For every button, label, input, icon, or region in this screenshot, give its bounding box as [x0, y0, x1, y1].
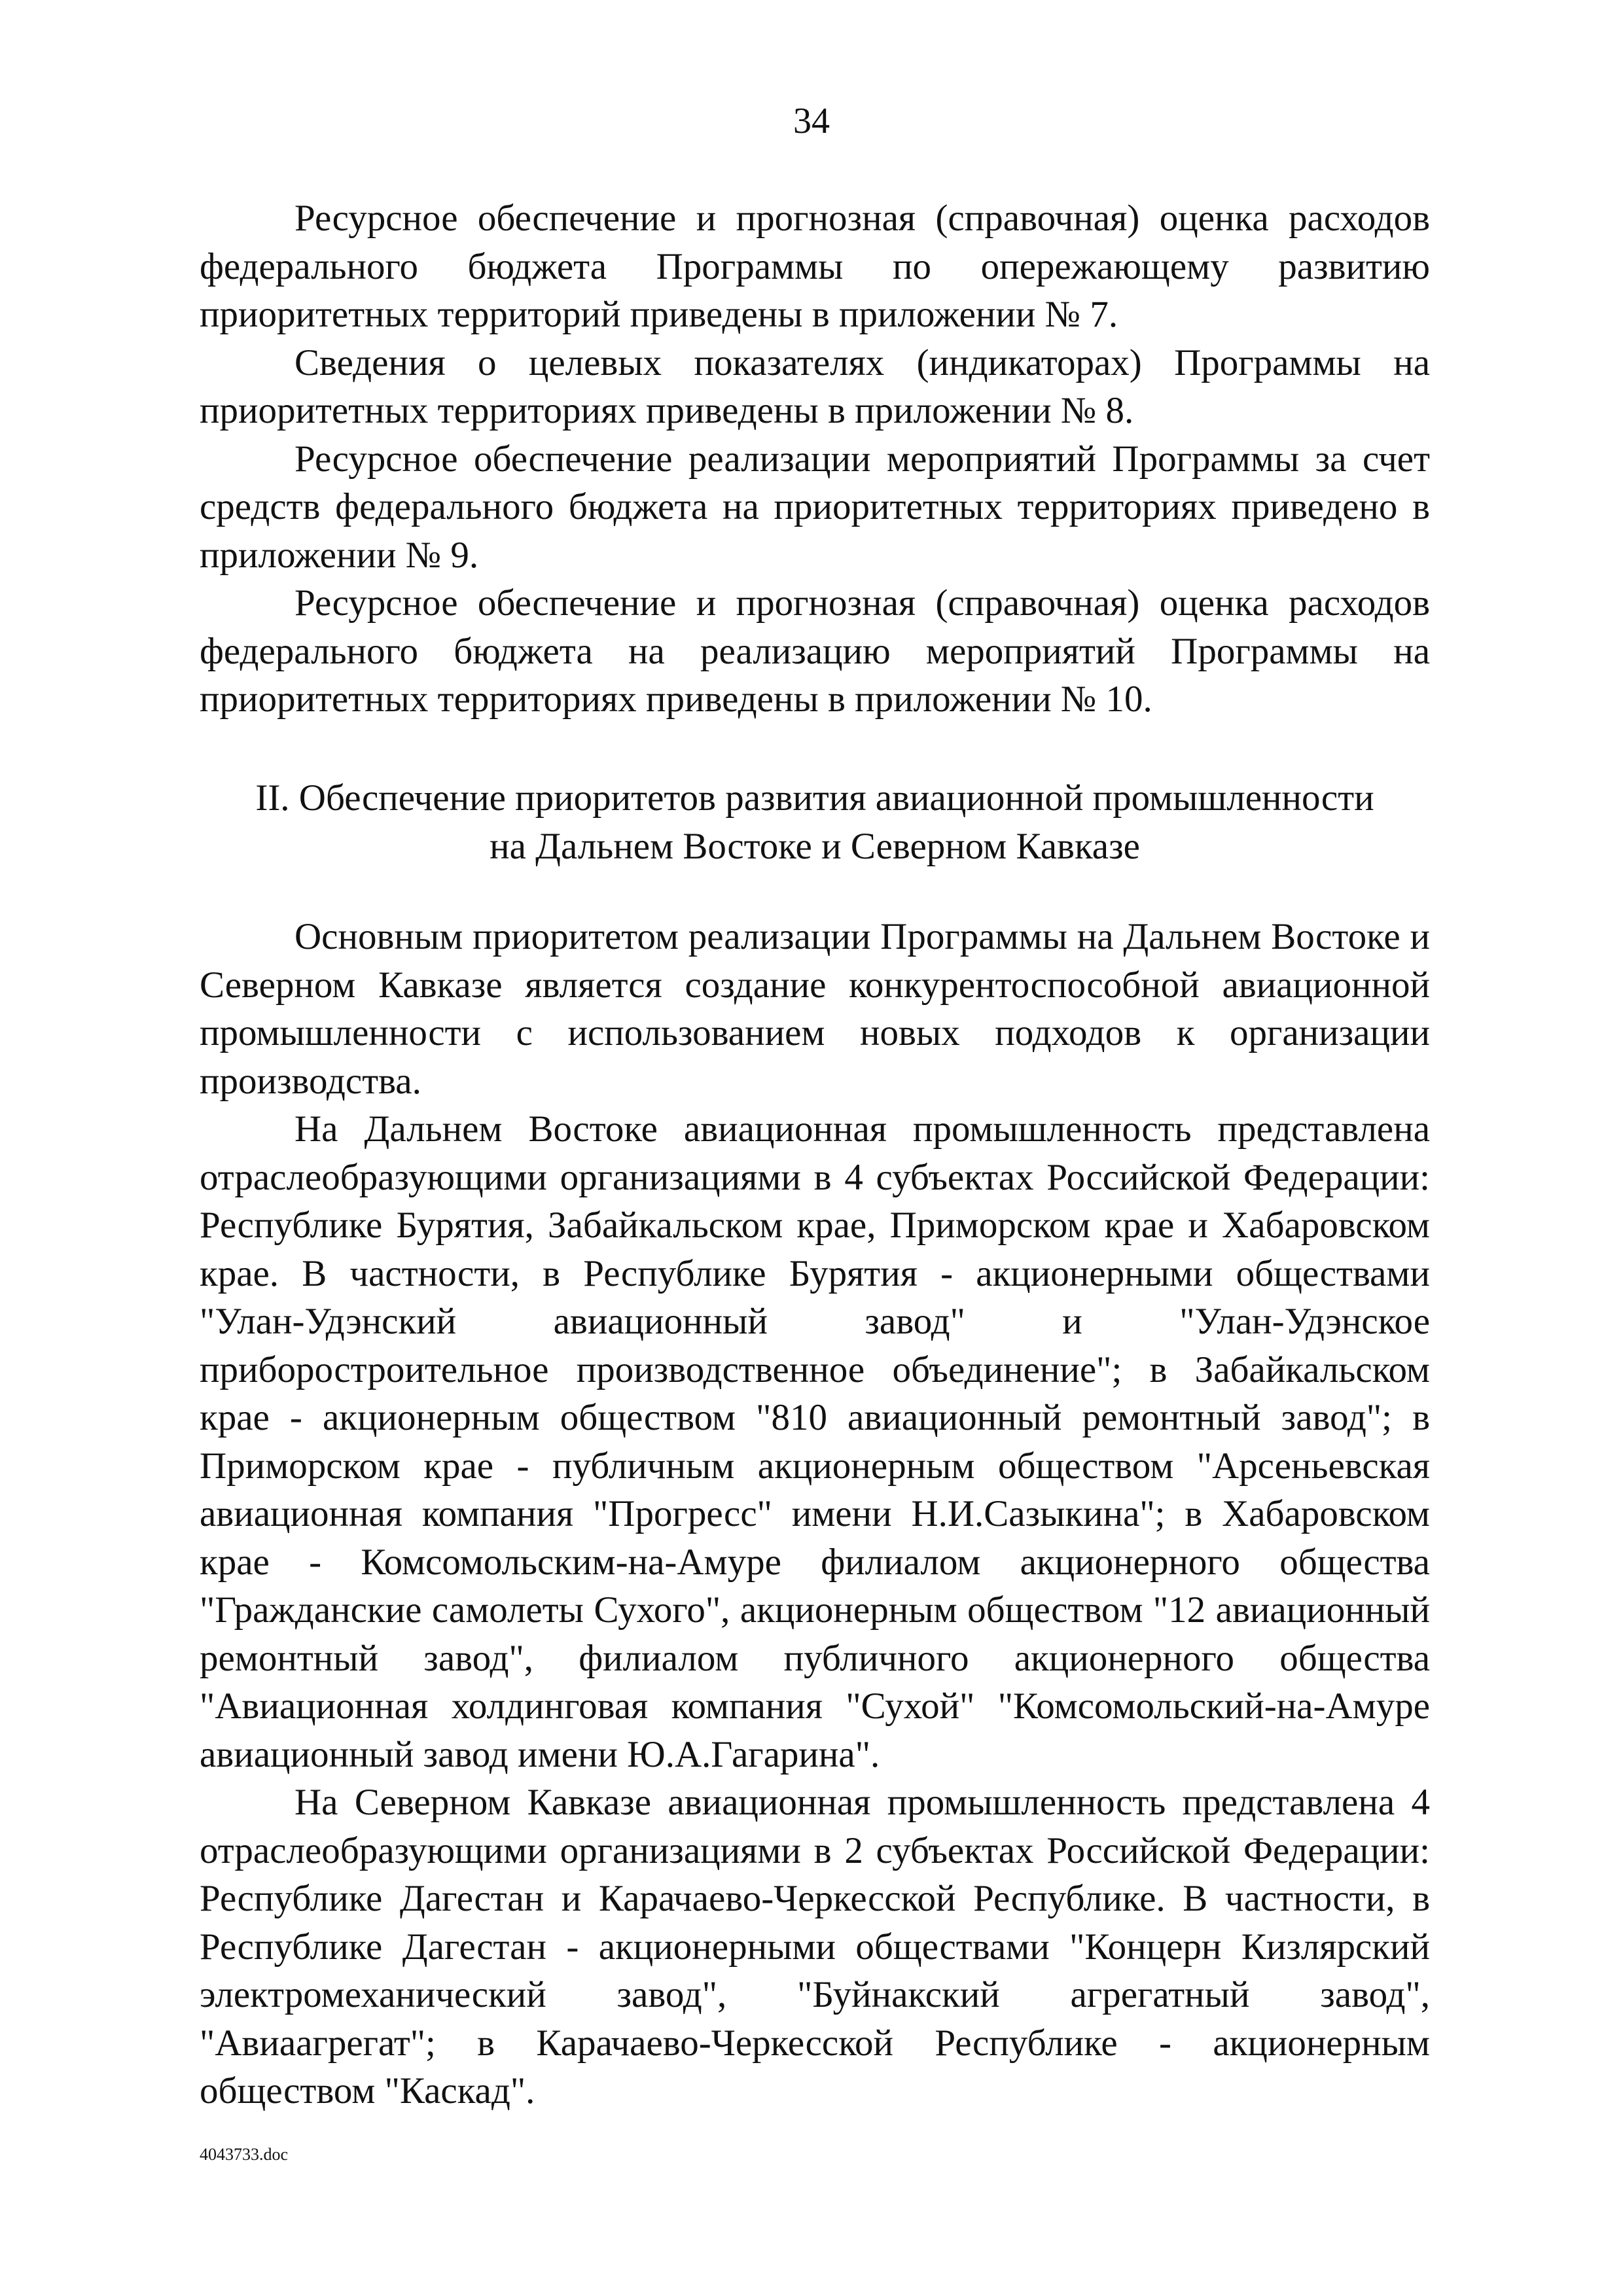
section-heading-line-1: II. Обеспечение приоритетов развития авиационной промышленности: [255, 777, 1374, 819]
intro-paragraphs: [200, 194, 1430, 724]
paragraph-north-caucasus: На Северном Кавказе авиационная промышленность представлена 4 отраслеобразующими организациями в 2 субъектах Российской Федерации: Республике Дагестан и Карачаево-Черкесской Республике. В частности, в Республике Дагестан - акционерными обществами "Концерн Кизлярский электромеханический завод", "Буйнакский агрегатный завод", "Авиаагрегат"; в Карачаево-Черкесской Республике - акционерным обществом "Каскад".: [200, 1782, 1430, 2111]
section-heading-line-2: на Дальнем Востоке и Северном Кавказе: [490, 825, 1140, 867]
section-paragraphs: [200, 913, 1430, 2115]
paragraph-appendix-7: Ресурсное обеспечение и прогнозная (справочная) оценка расходов федерального бюджета Программы по опережающему развитию приоритетных территорий приведены в приложении № 7.: [200, 198, 1430, 335]
paragraph-appendix-8: Сведения о целевых показателях (индикаторах) Программы на приоритетных территориях приведены в приложении № 8.: [200, 342, 1430, 431]
paragraph-appendix-9: Ресурсное обеспечение реализации мероприятий Программы за счет средств федерального бюджета на приоритетных территориях приведено в приложении № 9.: [200, 438, 1430, 576]
document-id: 4043733.doc: [200, 2145, 289, 2164]
section-heading: [200, 774, 1430, 870]
paragraph-appendix-10: Ресурсное обеспечение и прогнозная (справочная) оценка расходов федерального бюджета на реализацию мероприятий Программы на приоритетных территориях приведены в приложении № 10.: [200, 582, 1430, 720]
paragraph-far-east: На Дальнем Востоке авиационная промышленность представлена отраслеобразующими организациями в 4 субъектах Российской Федерации: Республике Бурятия, Забайкальском крае, Приморском крае и Хабаровском крае. В частности, в Республике Бурятия - акционерными обществами "Улан-Удэнский авиационный завод" и "Улан-Удэнское приборостроительное производственное объединение"; в Забайкальском крае - акционерным обществом "810 авиационный ремонтный завод"; в Приморском крае - публичным акционерным обществом "Арсеньевская авиационная компания "Прогресс" имени Н.И.Сазыкина"; в Хабаровском крае - Комсомольским-на-Амуре филиалом акционерного общества "Гражданские самолеты Сухого", акционерным обществом "12 авиационный ремонтный завод", филиалом публичного акционерного общества "Авиационная холдинговая компания "Сухой" "Комсомольский-на-Амуре авиационный завод имени Ю.А.Гагарина".: [200, 1108, 1430, 1775]
page-number: 34: [793, 101, 830, 141]
paragraph-main-priority: Основным приоритетом реализации Программы на Дальнем Востоке и Северном Кавказе является создание конкурентоспособной авиационной промышленности с использованием новых подходов к организации производства.: [200, 916, 1430, 1102]
